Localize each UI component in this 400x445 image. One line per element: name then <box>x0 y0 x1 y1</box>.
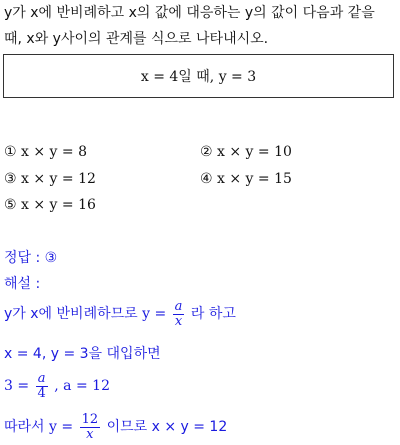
explanation-step-2: x = 4, y = 3을 대입하면 <box>4 346 161 362</box>
option-2-expr: x × y = 10 <box>217 144 292 160</box>
step-3-left: 3 = <box>4 378 30 395</box>
step-4-eq-left: y = <box>49 419 74 436</box>
condition-text: x = 4일 때, y = 3 <box>140 69 257 85</box>
step-1-prefix: y가 x에 반비례하므로 <box>4 306 138 323</box>
explanation-label: 해설 : <box>4 276 41 292</box>
option-3[interactable] <box>4 171 96 187</box>
option-1-expr: x × y = 8 <box>21 144 87 160</box>
step-4-fraction-numerator: 12 <box>81 412 99 427</box>
option-3-expr: x × y = 12 <box>21 171 96 187</box>
question-line-1: y가 x에 반비례하고 x의 값에 대응하는 y의 값이 다음과 같을 <box>4 5 375 21</box>
option-2[interactable] <box>200 144 292 160</box>
option-5-expr: x × y = 16 <box>21 197 96 213</box>
step-1-fraction-denominator: x <box>174 313 183 329</box>
option-4[interactable] <box>200 171 292 187</box>
step-4-fraction-denominator: x <box>86 426 94 442</box>
step-4-suffix: 이므로 x × y = 12 <box>106 419 228 436</box>
option-2-mark: ② <box>200 144 213 160</box>
step-4-prefix: 따라서 <box>4 419 45 436</box>
option-5-mark: ⑤ <box>4 197 17 213</box>
option-1-mark: ① <box>4 144 17 160</box>
option-3-mark: ③ <box>4 171 17 187</box>
option-4-mark: ④ <box>200 171 213 187</box>
step-1-fraction <box>173 300 185 328</box>
explanation-step-4 <box>4 413 227 441</box>
step-1-suffix: 라 하고 <box>190 306 236 323</box>
step-3-fraction <box>36 372 48 400</box>
answer-label: 정답 : ③ <box>4 250 58 266</box>
option-1[interactable] <box>4 144 87 160</box>
step-3-right: , a = 12 <box>54 378 110 395</box>
step-3-fraction-denominator: 4 <box>37 385 46 401</box>
explanation-step-1 <box>4 300 236 328</box>
option-4-expr: x × y = 15 <box>217 171 292 187</box>
condition-box <box>3 54 394 98</box>
step-3-fraction-numerator: a <box>37 371 46 386</box>
option-5[interactable] <box>4 197 96 213</box>
question-line-2: 때, x와 y사이의 관계를 식으로 나타내시오. <box>4 31 269 47</box>
step-1-fraction-numerator: a <box>174 299 183 314</box>
explanation-step-3 <box>4 372 110 400</box>
step-4-fraction <box>80 413 101 441</box>
step-1-eq-left: y = <box>142 306 167 323</box>
